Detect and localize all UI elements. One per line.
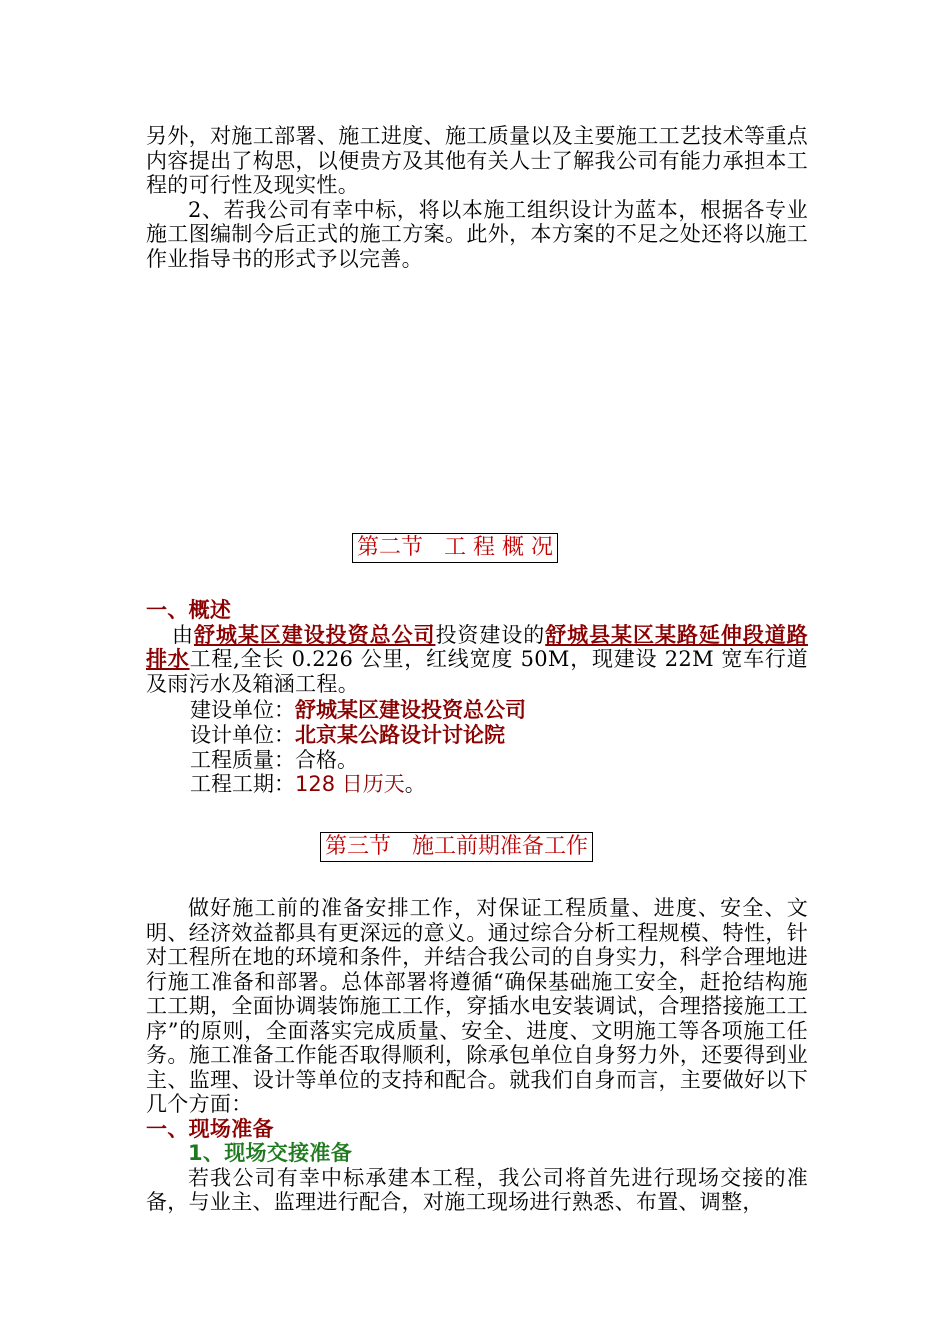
- section-3-block: [146, 896, 808, 1215]
- field-value: 128 日历天: [295, 772, 405, 796]
- field-label: 建设单位：: [190, 698, 295, 722]
- section-3-body-2: 若我公司有幸中标承建本工程，我公司将首先进行现场交接的准备，与业主、监理进行配合，对施工现场进行熟悉、布置、调整，: [146, 1165, 808, 1214]
- field-duration: [190, 772, 426, 797]
- intro-paragraph-2: 2、若我公司有幸中标，将以本施工组织设计为蓝本，根据各专业施工图编制今后正式的施工方案。此外，本方案的不足之处还将以施工作业指导书的形式予以完善。: [146, 197, 808, 271]
- field-suffix: 。: [404, 772, 426, 796]
- desc-mid: 投资建设的: [435, 622, 546, 647]
- field-value: 北京某公路设计讨论院: [295, 723, 505, 747]
- desc-prefix: 由: [172, 622, 194, 647]
- section-2-block: [146, 598, 808, 696]
- field-value: 舒城某区建设投资总公司: [295, 698, 526, 722]
- field-label: 工程工期：: [190, 772, 295, 796]
- section-2-subheading: 一、概述: [146, 598, 232, 622]
- intro-block: [146, 124, 808, 271]
- project-description: [146, 623, 808, 697]
- section-2-title: 第二节 工 程 概 况: [352, 533, 558, 563]
- owner-name: 舒城某区建设投资总公司: [193, 622, 436, 647]
- field-quality: [190, 748, 358, 773]
- project-name: 舒城县某区某路延伸段道路排水: [146, 622, 808, 671]
- field-value: 合格。: [295, 748, 358, 772]
- section-3-subsubheading: 1、现场交接准备: [188, 1141, 353, 1165]
- field-construction-unit: [190, 698, 526, 723]
- desc-suffix: 工程,全长 0.226 公里，红线宽度 50M，现建设 22M 宽车行道及雨污水及箱涵工程。: [146, 647, 808, 696]
- field-design-unit: [190, 723, 505, 748]
- section-3-subheading: 一、现场准备: [146, 1116, 274, 1141]
- field-label: 工程质量：: [190, 748, 295, 772]
- intro-paragraph-1: 另外，对施工部署、施工进度、施工质量以及主要施工工艺技术等重点内容提出了构思，以便贵方及其他有关人士了解我公司有能力承担本工程的可行性及现实性。: [146, 124, 808, 197]
- field-label: 设计单位：: [190, 723, 295, 747]
- section-3-title: 第三节 施工前期准备工作: [320, 832, 593, 862]
- section-3-body: 做好施工前的准备安排工作，对保证工程质量、进度、安全、文明、经济效益都具有更深远的意义。通过综合分析工程规模、特性，针对工程所在地的环境和条件，并结合我公司的自身实力，科学合理地进行施工准备和部署。总体部署将遵循“确保基础施工安全，赶抢结构施工工期，全面协调装饰施工工作，穿插水电安装调试，合理搭接施工工序”的原则，全面落实完成质量、安全、进度、文明施工等各项施工任务。施工准备工作能否取得顺利，除承包单位自身努力外，还要得到业主、监理、设计等单位的支持和配合。就我们自身而言，主要做好以下几个方面：: [146, 896, 808, 1116]
